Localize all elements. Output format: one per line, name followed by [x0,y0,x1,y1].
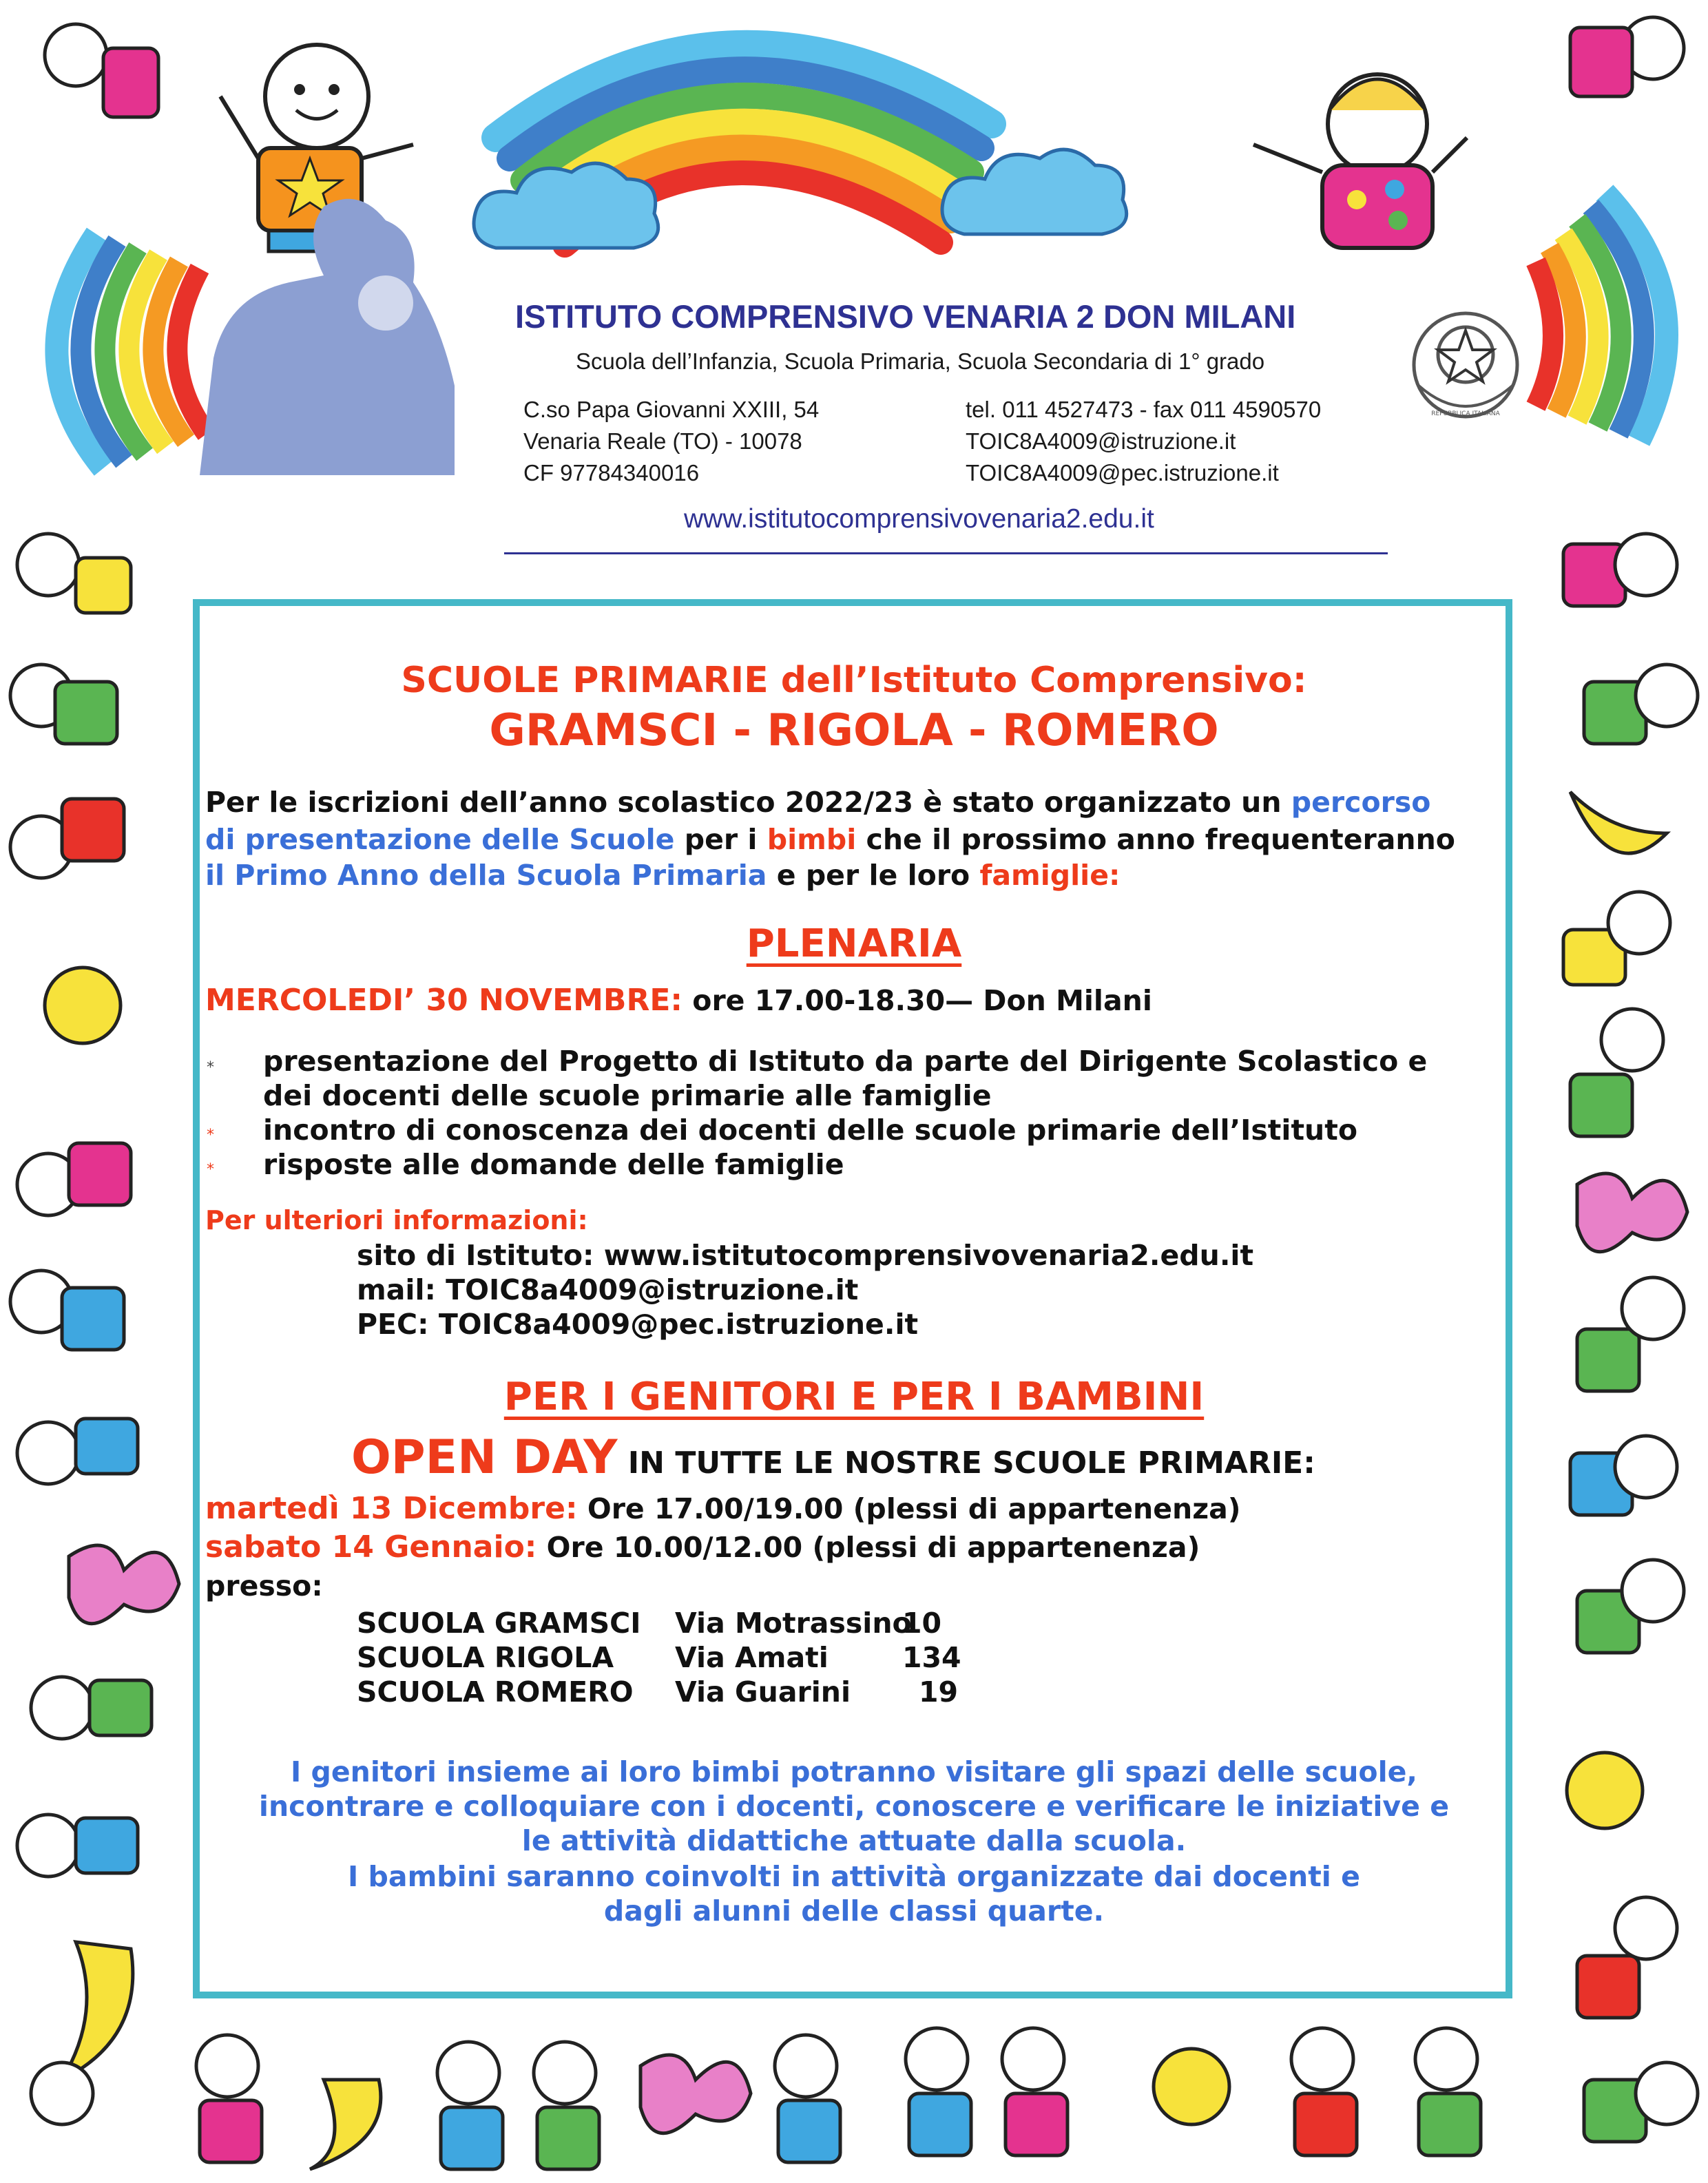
schools-heading: GRAMSCI - RIGOLA - ROMERO [489,705,1219,756]
intro-paragraph-line: Per le iscrizioni dell’anno scolastico 2022/23 è stato organizzato un percorso [205,786,1431,819]
school-number-cell: 10 [902,1607,942,1640]
closing-line: incontrare e colloquiare con i docenti, conoscere e verificare le iniziative e [258,1790,1450,1823]
school-name-cell: SCUOLA ROMERO [357,1675,634,1709]
closing-line: I bambini saranno coinvolti in attività organizzate dai docenti e [348,1860,1360,1893]
openday-date-line: martedì 13 Dicembre: Ore 17.00/19.00 (plessi di appartenenza) [205,1491,1241,1526]
closing-line: dagli alunni delle classi quarte. [603,1894,1105,1928]
address-line: C.so Papa Giovanni XXIII, 54 [523,397,820,422]
info-pec[interactable]: PEC: TOIC8a4009@pec.istruzione.it [357,1308,919,1341]
plenaria-bullet: dei docenti delle scuole primarie alle famiglie [263,1079,992,1112]
closing-line: I genitori insieme ai loro bimbi potranno visitare gli spazi delle scuole, [290,1755,1418,1788]
kid-girl-illustration [1253,74,1467,248]
plenaria-bullet: incontro di conoscenza dei docenti delle scuole primarie dell’Istituto [263,1114,1358,1147]
info-site[interactable]: sito di Istituto: www.istitutocomprensivovenaria2.edu.it [357,1239,1254,1272]
school-number-cell: 19 [919,1675,959,1709]
address-line: Venaria Reale (TO) - 10078 [523,428,802,454]
openday-section-title: PER I GENITORI E PER I BAMBINI [503,1375,1205,1419]
left-rainbow-illustration [56,234,207,468]
address-line: CF 97784340016 [523,460,700,485]
plenaria-date-line: MERCOLEDI’ 30 NOVEMBRE: ore 17.00-18.30— Don Milani [205,983,1152,1018]
plenaria-bullet: presentazione del Progetto di Istituto da parte del Dirigente Scolastico e [263,1045,1428,1078]
school-name-cell: SCUOLA RIGOLA [357,1641,614,1674]
bullet-mark: * [207,1059,214,1076]
school-street-cell: Via Motrassino [675,1607,912,1640]
plenaria-bullet: risposte alle domande delle famiglie [263,1148,844,1181]
website-link[interactable]: www.istitutocomprensivovenaria2.edu.it [684,504,1154,534]
openday-title-line: OPEN DAY IN TUTTE LE NOSTRE SCUOLE PRIMARIE: [351,1430,1315,1485]
emblem-label: REPUBBLICA ITALIANA [1431,410,1500,417]
don-milani-portrait [200,199,455,475]
intro-heading: SCUOLE PRIMARIE dell’Istituto Comprensivo: [401,660,1307,701]
italian-republic-emblem [1414,313,1517,417]
header-divider [504,552,1388,554]
plenaria-title: PLENARIA [746,921,962,966]
closing-line: le attività didattiche attuate dalla scuola. [521,1824,1187,1857]
school-name-cell: SCUOLA GRAMSCI [357,1607,641,1640]
contact-line: TOIC8A4009@pec.istruzione.it [966,460,1279,485]
intro-paragraph-line: di presentazione delle Scuole per i bimbi che il prossimo anno frequenteranno [205,823,1455,856]
school-subtitle: Scuola dell’Infanzia, Scuola Primaria, Scuola Secondaria di 1° grado [576,348,1265,374]
bullet-mark: * [207,1127,214,1144]
right-rainbow-illustration [1536,193,1667,441]
school-street-cell: Via Amati [675,1641,829,1674]
bottom-row-kids-illustration [31,2028,1481,2169]
school-number-cell: 134 [902,1641,961,1674]
contact-line: TOIC8A4009@istruzione.it [966,428,1236,454]
openday-date-line: sabato 14 Gennaio: Ore 10.00/12.00 (plessi di appartenenza) [205,1529,1200,1565]
school-street-cell: Via Guarini [675,1675,851,1709]
info-label: Per ulteriori informazioni: [205,1205,588,1235]
bullet-mark: * [207,1161,214,1178]
school-name: ISTITUTO COMPRENSIVO VENARIA 2 DON MILANI [515,298,1296,335]
info-mail[interactable]: mail: TOIC8a4009@istruzione.it [357,1273,859,1306]
contact-line: tel. 011 4527473 - fax 011 4590570 [966,397,1322,422]
presso-label: presso: [205,1569,323,1602]
intro-paragraph-line: il Primo Anno della Scuola Primaria e per le loro famiglie: [205,859,1121,892]
